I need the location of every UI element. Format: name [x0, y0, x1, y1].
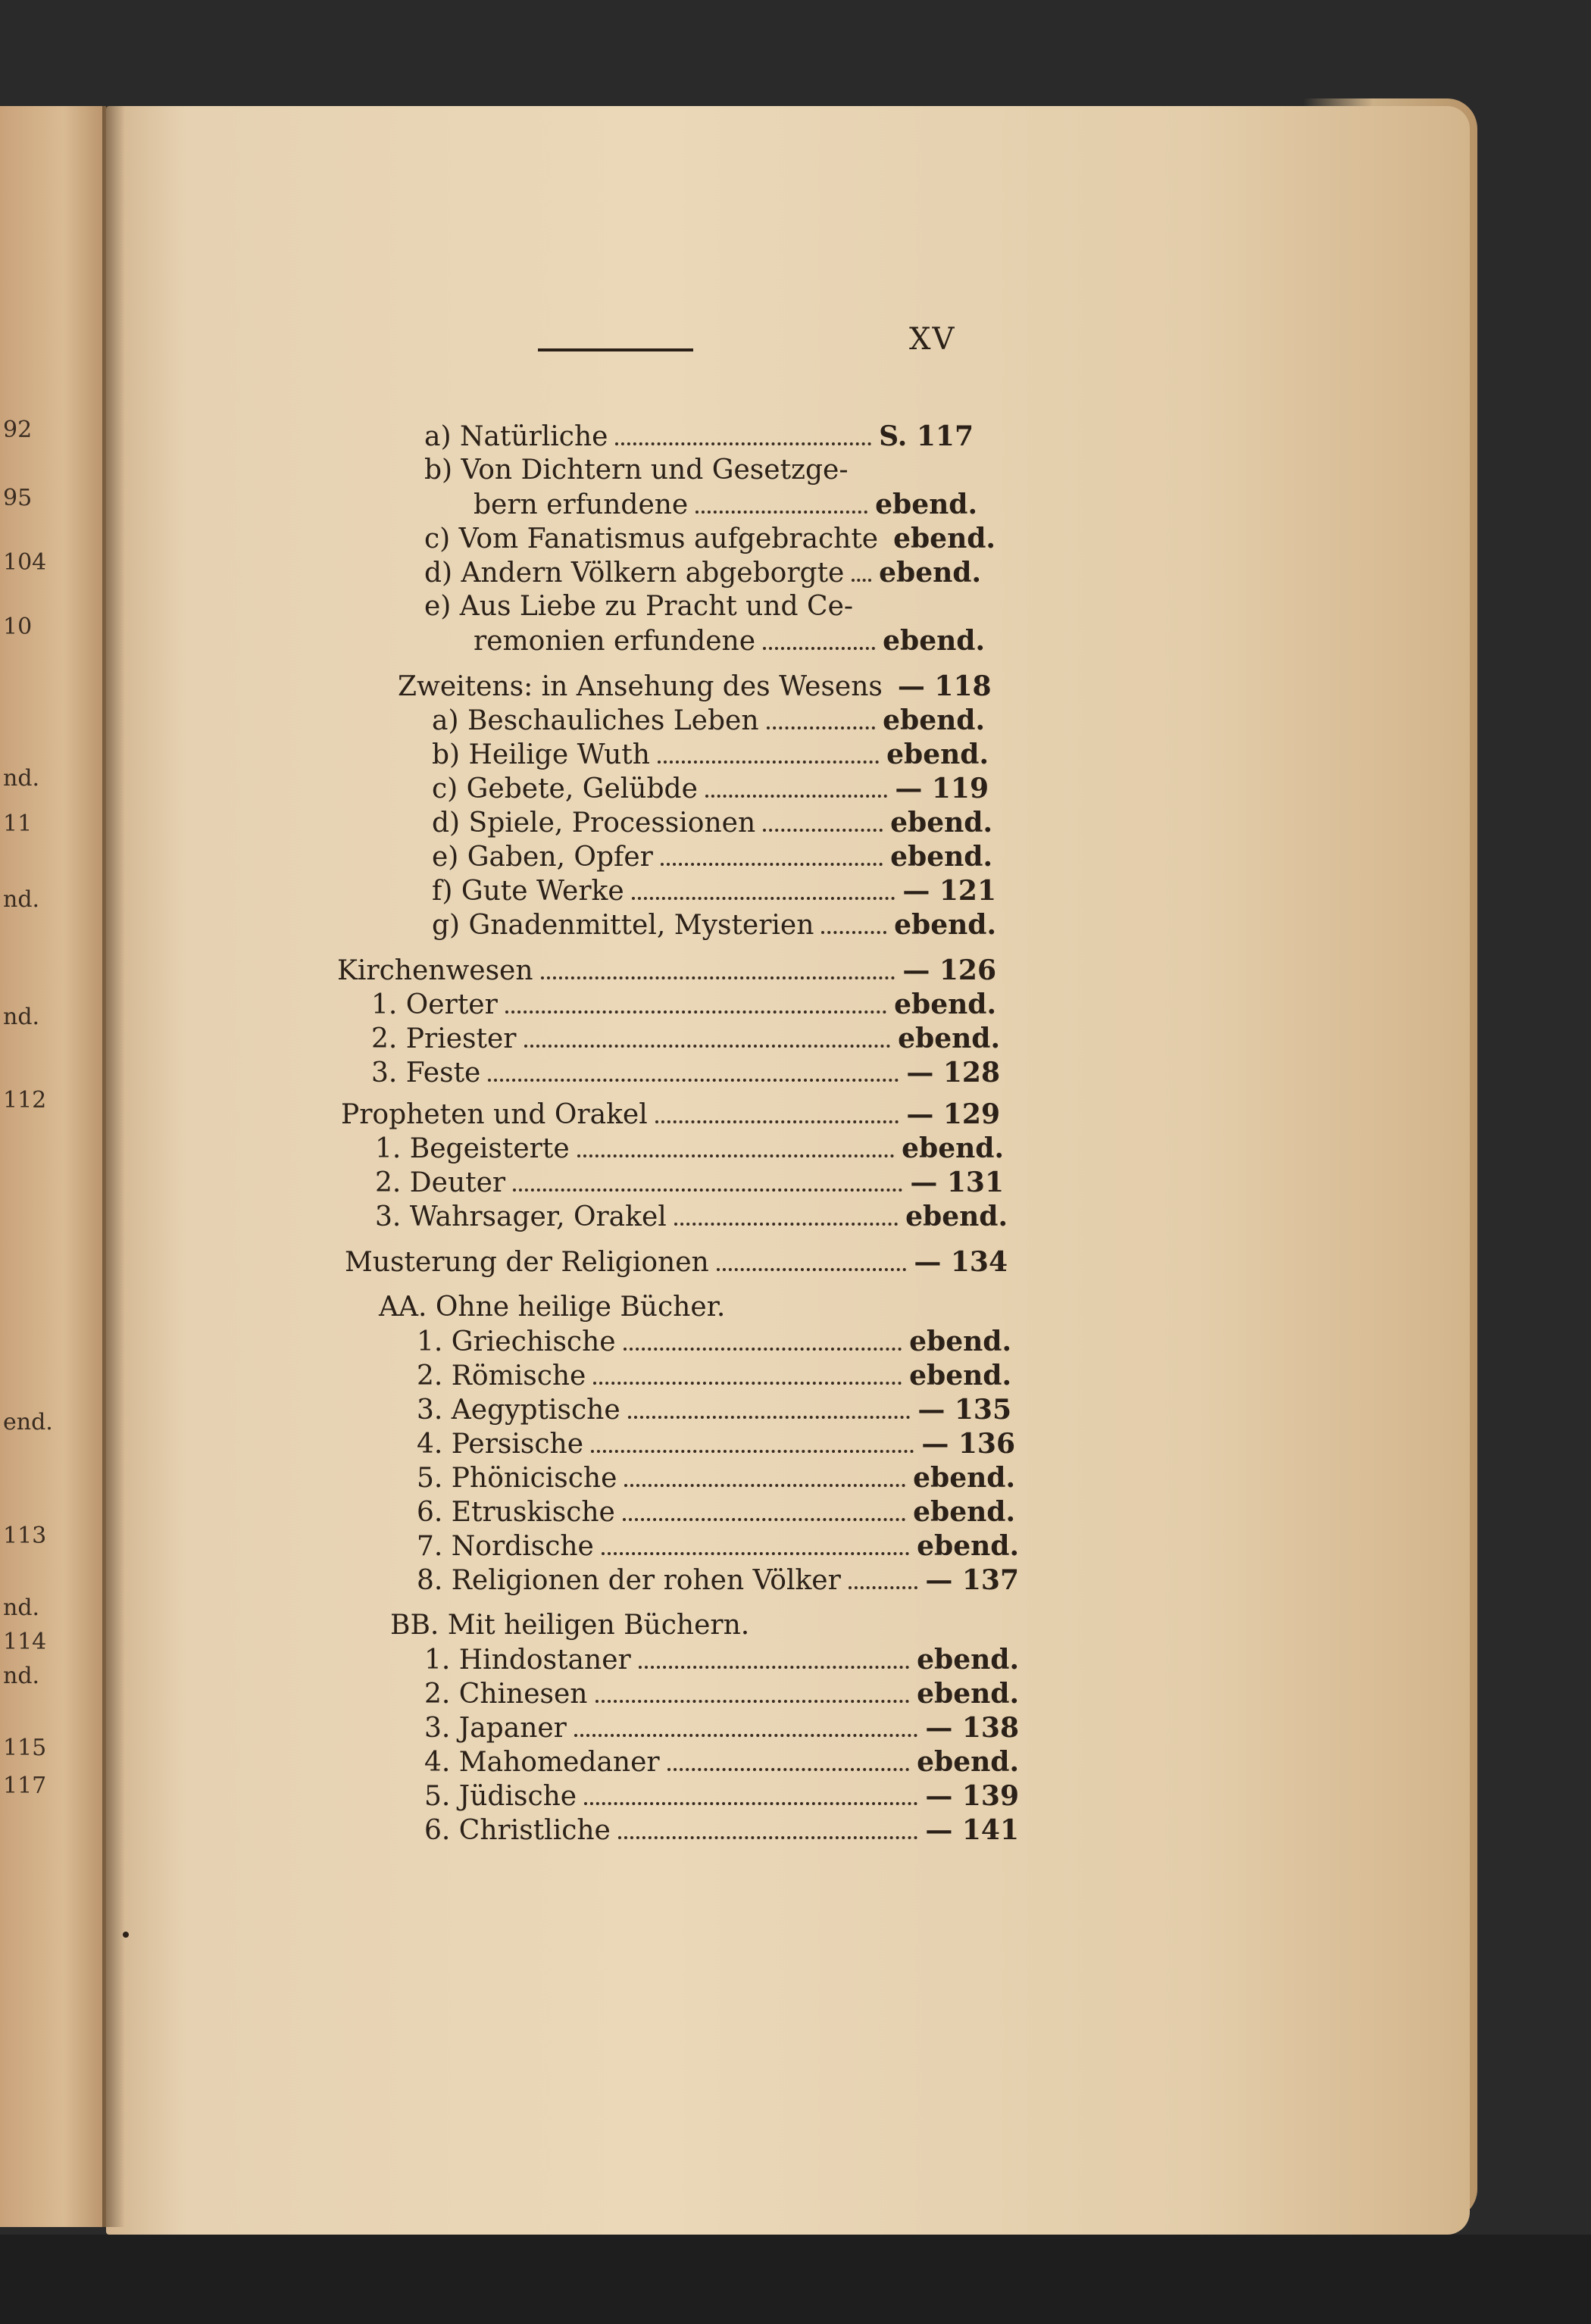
toc-entry-title: 5. Phönicische	[417, 1463, 617, 1494]
toc-entry	[417, 1394, 1011, 1429]
toc-leader-dots	[623, 1518, 905, 1521]
toc-entry-title: 2. Deuter	[375, 1167, 506, 1198]
toc-entry-page: — 137	[925, 1564, 1019, 1596]
toc-entry-title: Musterung der Religionen	[345, 1247, 709, 1278]
left-margin-number: 117	[3, 1773, 47, 1799]
toc-entry	[375, 1167, 1004, 1201]
toc-entry-page: ebend.	[917, 1678, 1019, 1710]
toc-entry-page: ebend.	[890, 807, 992, 839]
toc-entry-page: — 135	[917, 1394, 1011, 1426]
toc-entry-page: ebend.	[893, 523, 996, 554]
left-margin-number: 10	[3, 614, 33, 640]
left-margin-number: nd.	[3, 886, 40, 913]
toc-entry	[371, 989, 996, 1023]
toc-entry-title: g) Gnadenmittel, Mysterien	[432, 910, 814, 941]
toc-entry-page: — 129	[906, 1098, 1000, 1130]
toc-entry-page: ebend.	[883, 704, 985, 736]
toc-entry-page: ebend.	[917, 1530, 1019, 1562]
toc-entry-title: d) Andern Völkern abgeborgte	[424, 558, 845, 589]
toc-leader-dots	[584, 1802, 917, 1805]
toc-entry	[474, 489, 977, 523]
toc-entry-page: — 118	[897, 670, 992, 702]
toc-leader-dots	[763, 647, 875, 650]
toc-entry	[398, 670, 992, 705]
toc-entry-title: 4. Persische	[417, 1429, 584, 1460]
toc-entry-page: ebend.	[883, 625, 985, 657]
left-margin-number: end.	[3, 1409, 53, 1435]
toc-leader-dots	[655, 1120, 899, 1123]
toc-entry-title: 6. Christliche	[424, 1815, 611, 1846]
toc-entry	[417, 1428, 1015, 1463]
toc-leader-dots	[602, 1552, 909, 1555]
toc-entry	[417, 1462, 1015, 1497]
toc-entry-page: ebend.	[875, 489, 977, 520]
toc-entry-title: 1. Griechische	[417, 1326, 616, 1357]
toc-entry	[432, 909, 996, 944]
toc-entry	[424, 591, 981, 626]
toc-entry	[424, 1644, 1019, 1679]
toc-entry-page: ebend.	[886, 739, 989, 770]
toc-entry	[424, 1712, 1019, 1747]
toc-entry-title: remonien erfundene	[474, 626, 756, 657]
toc-entry-title: BB. Mit heiligen Büchern.	[390, 1610, 750, 1641]
toc-entry	[424, 1780, 1019, 1815]
toc-entry-title: 3. Feste	[371, 1057, 481, 1089]
toc-leader-dots	[577, 1154, 895, 1157]
toc-leader-dots	[505, 1011, 886, 1014]
toc-entry-page: ebend.	[905, 1201, 1008, 1232]
toc-entry	[417, 1360, 1011, 1395]
toc-entry-page: ebend.	[902, 1132, 1004, 1164]
toc-entry-title: 1. Begeisterte	[375, 1133, 570, 1164]
toc-entry-title: a) Natürliche	[424, 421, 608, 452]
toc-entry-title: 6. Etruskische	[417, 1497, 615, 1528]
toc-entry	[424, 557, 981, 592]
toc-entry	[432, 704, 985, 739]
left-margin-number: 115	[3, 1735, 47, 1761]
page-number: XV	[909, 322, 956, 357]
toc-entry-title: b) Von Dichtern und Gesetzge-	[424, 454, 849, 486]
toc-entry-page: ebend.	[879, 557, 981, 589]
toc-entry-title: 7. Nordische	[417, 1531, 594, 1562]
toc-entry-title: 5. Jüdische	[424, 1781, 577, 1812]
toc-entry-page: — 119	[895, 773, 989, 804]
toc-entry	[345, 1246, 1008, 1281]
toc-entry	[424, 420, 974, 455]
background-bottom	[0, 2235, 1591, 2324]
toc-entry	[432, 739, 989, 773]
toc-leader-dots	[541, 976, 896, 979]
toc-leader-dots	[624, 1348, 902, 1351]
toc-leader-dots	[667, 1768, 910, 1771]
toc-entry-page: ebend.	[894, 909, 996, 941]
toc-leader-dots	[593, 1382, 902, 1385]
toc-entry-page: — 131	[910, 1167, 1004, 1198]
toc-entry	[424, 454, 974, 489]
toc-entry-page: ebend.	[898, 1023, 1000, 1054]
toc-entry	[375, 1201, 1008, 1235]
left-page-strip	[0, 106, 106, 2227]
toc-entry	[379, 1292, 1008, 1326]
toc-leader-dots	[632, 897, 896, 900]
toc-leader-dots	[488, 1079, 899, 1082]
toc-leader-dots	[574, 1734, 917, 1737]
toc-entry-title: 3. Japaner	[424, 1713, 567, 1744]
left-margin-number: nd.	[3, 765, 40, 792]
toc-entry	[417, 1496, 1015, 1531]
toc-entry-title: e) Gaben, Opfer	[432, 842, 653, 873]
toc-leader-dots	[524, 1045, 891, 1048]
spine-shadow	[102, 106, 125, 2227]
toc-entry-title: d) Spiele, Processionen	[432, 807, 756, 839]
toc-entry-title: 1. Hindostaner	[424, 1645, 631, 1676]
toc-leader-dots	[658, 761, 879, 764]
toc-entry-page: — 128	[906, 1057, 1000, 1089]
toc-entry-title: 2. Chinesen	[424, 1679, 588, 1710]
toc-leader-dots	[674, 1223, 898, 1226]
toc-leader-dots	[821, 931, 886, 934]
toc-entry-page: ebend.	[917, 1644, 1019, 1676]
toc-leader-dots	[763, 829, 883, 832]
toc-entry	[432, 773, 989, 807]
toc-entry	[371, 1023, 1000, 1057]
toc-leader-dots	[624, 1484, 905, 1487]
toc-entry-title: 4. Mahomedaner	[424, 1747, 660, 1778]
toc-entry-page: ebend.	[917, 1746, 1019, 1778]
toc-entry-title: c) Gebete, Gelübde	[432, 773, 698, 804]
toc-entry	[337, 954, 996, 989]
toc-leader-dots	[513, 1189, 902, 1192]
left-margin-number: 112	[3, 1087, 47, 1114]
toc-entry-title: Propheten und Orakel	[341, 1099, 648, 1130]
toc-entry	[390, 1610, 1019, 1645]
left-margin-number: nd.	[3, 1663, 40, 1689]
toc-entry	[432, 807, 992, 842]
toc-entry-title: Zweitens: in Ansehung des Wesens	[398, 671, 883, 702]
toc-entry	[417, 1530, 1019, 1565]
left-margin-number: 113	[3, 1523, 47, 1549]
left-margin-number: 114	[3, 1629, 47, 1655]
toc-entry-title: 1. Oerter	[371, 989, 498, 1020]
toc-entry	[375, 1132, 1004, 1167]
toc-leader-dots	[615, 442, 871, 445]
left-margin-number: 104	[3, 549, 47, 576]
toc-entry-title: 2. Priester	[371, 1023, 517, 1054]
toc-entry-title: AA. Ohne heilige Bücher.	[379, 1292, 726, 1323]
toc-entry-page: — 139	[925, 1780, 1019, 1812]
toc-entry	[432, 875, 996, 910]
toc-entry-page: — 126	[902, 954, 996, 986]
toc-entry	[424, 523, 996, 558]
toc-entry-title: 3. Wahrsager, Orakel	[375, 1201, 667, 1232]
toc-entry-page: — 134	[914, 1246, 1008, 1278]
toc-leader-dots	[852, 579, 871, 582]
toc-leader-dots	[618, 1836, 917, 1839]
toc-entry-title: f) Gute Werke	[432, 876, 624, 907]
toc-entry	[424, 1746, 1019, 1781]
header-rule	[538, 348, 693, 351]
toc-entry	[424, 1814, 1019, 1849]
toc-leader-dots	[595, 1700, 910, 1703]
toc-entry-page: — 138	[925, 1712, 1019, 1744]
toc-entry	[371, 1057, 1000, 1092]
toc-entry-title: a) Beschauliches Leben	[432, 705, 759, 736]
toc-leader-dots	[695, 511, 867, 514]
toc-entry	[417, 1326, 1011, 1360]
toc-entry-page: ebend.	[913, 1496, 1015, 1528]
toc-entry	[432, 841, 992, 876]
toc-entry-page: ebend.	[909, 1360, 1011, 1392]
ink-mark	[123, 1932, 129, 1938]
toc-entry-page: ebend.	[894, 989, 996, 1020]
toc-entry-page: ebend.	[890, 841, 992, 873]
toc-entry-page: ebend.	[913, 1462, 1015, 1494]
toc-entry	[341, 1098, 1000, 1133]
toc-entry	[417, 1564, 1019, 1599]
toc-entry-title: bern erfundene	[474, 489, 689, 520]
toc-entry-page: ebend.	[909, 1326, 1011, 1357]
toc-entry-title: 2. Römische	[417, 1360, 586, 1392]
toc-leader-dots	[705, 795, 887, 798]
toc-entry-title: c) Vom Fanatismus aufgebrachte	[424, 523, 879, 554]
toc-leader-dots	[639, 1666, 909, 1669]
left-margin-number: nd.	[3, 1595, 40, 1621]
left-margin-number: 92	[3, 417, 33, 443]
toc-entry-page: — 136	[921, 1428, 1015, 1460]
left-margin-number: 11	[3, 811, 33, 837]
toc-entry-title: b) Heilige Wuth	[432, 739, 650, 770]
left-margin-number: 95	[3, 485, 33, 511]
toc-leader-dots	[767, 726, 876, 729]
toc-entry	[474, 625, 985, 660]
toc-leader-dots	[717, 1268, 907, 1271]
toc-leader-dots	[849, 1586, 918, 1589]
toc-entry-page: S. 117	[879, 420, 974, 452]
toc-leader-dots	[591, 1450, 914, 1453]
toc-entry-title: Kirchenwesen	[337, 955, 533, 986]
toc-entry-page: — 121	[902, 875, 996, 907]
toc-entry-title: 3. Aegyptische	[417, 1395, 620, 1426]
toc-leader-dots	[661, 863, 883, 866]
toc-entry	[424, 1678, 1019, 1713]
left-margin-number: nd.	[3, 1004, 40, 1030]
toc-entry-title: e) Aus Liebe zu Pracht und Ce-	[424, 591, 854, 622]
toc-entry-title: 8. Religionen der rohen Völker	[417, 1565, 841, 1596]
toc-entry-page: — 141	[925, 1814, 1019, 1846]
toc-leader-dots	[628, 1416, 911, 1419]
